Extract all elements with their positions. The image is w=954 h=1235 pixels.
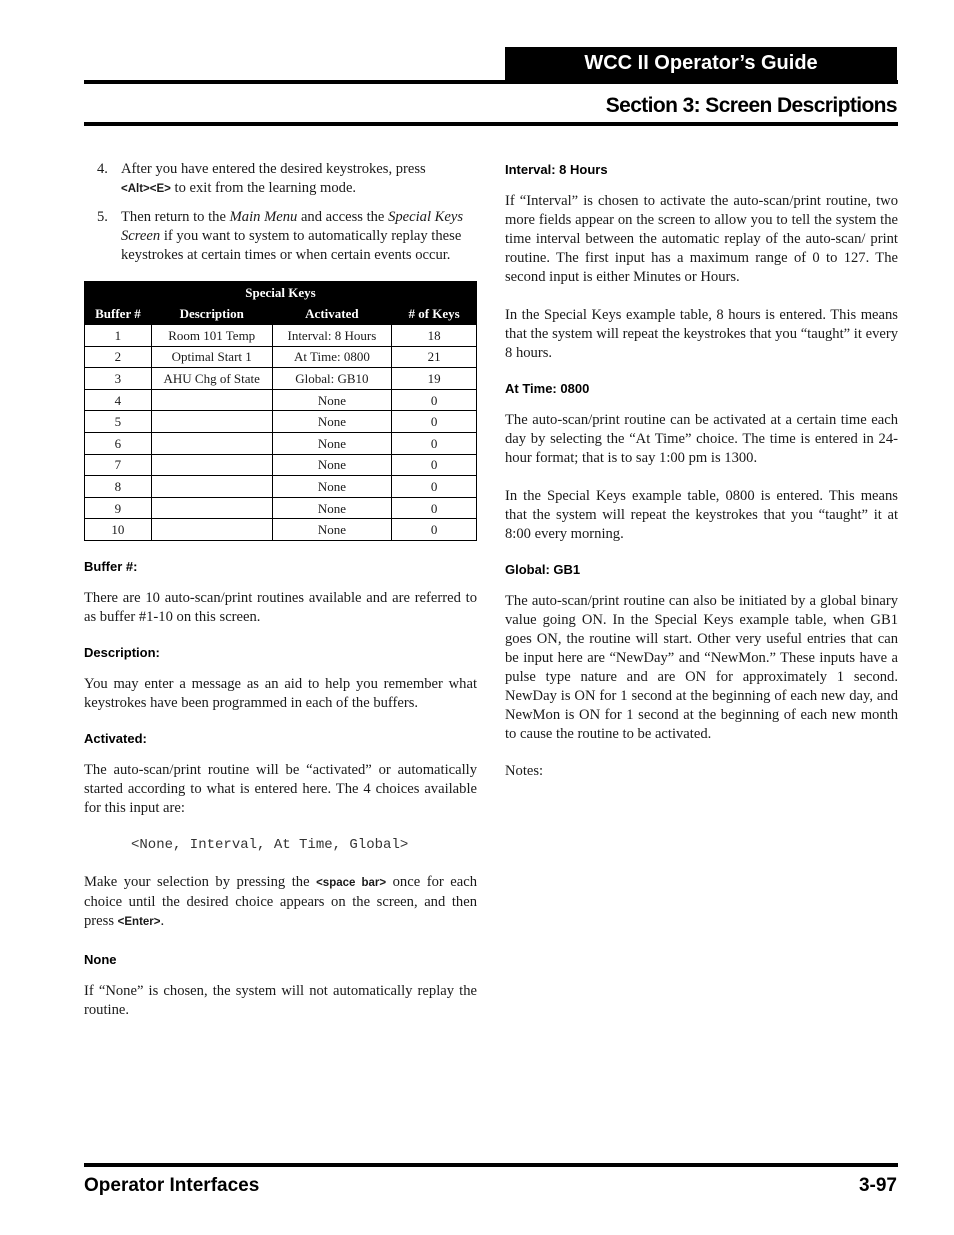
table-row bbox=[85, 519, 477, 541]
step-5 bbox=[84, 208, 477, 265]
step-text-part: and access the bbox=[297, 209, 389, 225]
choices-list: <None, Interval, At Time, Global> bbox=[131, 836, 409, 853]
interval-heading: Interval: 8 Hours bbox=[505, 162, 608, 177]
column-header-activated: Activated bbox=[272, 303, 392, 325]
attime-paragraph-2: In the Special Keys example table, 0800 is entered. This means that the system will repeat the keystrokes that you “taught” it at 8:00 every morning. bbox=[505, 488, 898, 542]
table-row bbox=[85, 454, 477, 476]
cell-activated: At Time: 0800 bbox=[272, 346, 392, 368]
table-body bbox=[85, 325, 477, 541]
header-rule-bottom bbox=[84, 122, 898, 126]
column-header-num-keys: # of Keys bbox=[392, 303, 477, 325]
cell-description bbox=[151, 476, 272, 498]
step-4 bbox=[84, 160, 477, 199]
selection-text: Make your selection by pressing the bbox=[84, 873, 317, 890]
cell-num-keys: 0 bbox=[392, 389, 477, 411]
cell-description: AHU Chg of State bbox=[151, 368, 272, 390]
special-keys-screen-ref: Special Keys Screen bbox=[121, 209, 464, 244]
selection-text: once for each choice until the desired choice appears on the screen, and then press bbox=[84, 873, 477, 929]
step-number: 5. bbox=[97, 209, 108, 225]
cell-num-keys: 0 bbox=[392, 476, 477, 498]
cell-buffer: 1 bbox=[85, 325, 152, 347]
none-heading: None bbox=[84, 951, 117, 967]
column-header-buffer: Buffer # bbox=[85, 303, 152, 325]
none-paragraph: If “None” is chosen, the system will not automatically replay the routine. bbox=[84, 982, 477, 1018]
table-row bbox=[85, 411, 477, 433]
selection-text: . bbox=[160, 912, 165, 929]
cell-buffer: 5 bbox=[85, 411, 152, 433]
cell-description bbox=[151, 519, 272, 541]
step-list bbox=[84, 160, 477, 265]
cell-buffer: 3 bbox=[85, 368, 152, 390]
cell-activated: None bbox=[272, 519, 392, 541]
description-paragraph: You may enter a message as an aid to help you remember what keystrokes have been programmed in each of the buffers. bbox=[84, 675, 477, 711]
cell-num-keys: 0 bbox=[392, 519, 477, 541]
cell-description bbox=[151, 497, 272, 519]
cell-buffer: 8 bbox=[85, 476, 152, 498]
cell-description bbox=[151, 432, 272, 454]
cell-buffer: 10 bbox=[85, 519, 152, 541]
key-space-bar: <space bar> bbox=[316, 876, 387, 889]
global-heading: Global: GB1 bbox=[505, 562, 581, 577]
step-number: 4. bbox=[97, 161, 108, 177]
attime-paragraph-1: The auto-scan/print routine can be activated at a certain time each day by selecting the “At Time” choice. The time is entered in 24-hour format; that is to say 1:00 pm is 1300. bbox=[505, 412, 898, 466]
cell-description: Room 101 Temp bbox=[151, 325, 272, 347]
key-alt-e: <Alt><E> bbox=[121, 183, 171, 195]
right-column bbox=[505, 160, 898, 781]
cell-description bbox=[151, 389, 272, 411]
interval-paragraph-1: If “Interval” is chosen to activate the auto-scan/print routine, two more fields appear on the screen to allow you to tell the system the time interval between the automatic replay of the auto-scan/ print routine. The first input has a maximum range of 0 to 127. The second input is either Minutes or Hours. bbox=[505, 193, 898, 285]
cell-num-keys: 0 bbox=[392, 454, 477, 476]
cell-buffer: 7 bbox=[85, 454, 152, 476]
cell-buffer: 9 bbox=[85, 497, 152, 519]
interval-paragraph-2: In the Special Keys example table, 8 hours is entered. This means that the system will repeat the keystrokes that you “taught” it every 8 hours. bbox=[505, 307, 898, 361]
table-row bbox=[85, 325, 477, 347]
footer-section-name: Operator Interfaces bbox=[84, 1175, 260, 1196]
activated-heading: Activated: bbox=[84, 730, 147, 746]
selection-paragraph bbox=[84, 873, 477, 932]
step-text-part: Then return to the bbox=[121, 209, 230, 225]
description-heading: Description: bbox=[84, 644, 160, 660]
step-text bbox=[121, 160, 477, 199]
step-text-part: if you want to system to automatically replay these keystrokes at certain times or when certain events occur. bbox=[121, 228, 462, 263]
cell-num-keys: 0 bbox=[392, 411, 477, 433]
cell-activated: None bbox=[272, 389, 392, 411]
table-row bbox=[85, 346, 477, 368]
main-menu-ref: Main Menu bbox=[229, 209, 298, 225]
section-title: Section 3: Screen Descriptions bbox=[605, 94, 897, 117]
buffer-heading: Buffer #: bbox=[84, 558, 138, 574]
cell-description bbox=[151, 454, 272, 476]
guide-title: WCC II Operator’s Guide bbox=[505, 47, 897, 82]
header-rule-top bbox=[84, 80, 898, 84]
cell-activated: None bbox=[272, 432, 392, 454]
cell-activated: None bbox=[272, 411, 392, 433]
table-caption: Special Keys bbox=[85, 282, 477, 304]
step-text-part: to exit from the learning mode. bbox=[170, 180, 357, 196]
buffer-paragraph: There are 10 auto-scan/print routines available and are referred to as buffer #1-10 on this screen. bbox=[84, 589, 477, 625]
cell-description: Optimal Start 1 bbox=[151, 346, 272, 368]
cell-buffer: 2 bbox=[85, 346, 152, 368]
table-row bbox=[85, 476, 477, 498]
cell-activated: None bbox=[272, 454, 392, 476]
table-row bbox=[85, 368, 477, 390]
page-number: 3-97 bbox=[858, 1175, 897, 1196]
table-row bbox=[85, 389, 477, 411]
cell-activated: Global: GB10 bbox=[272, 368, 392, 390]
activated-paragraph: The auto-scan/print routine will be “activated” or automatically started according to what is entered here. The 4 choices available for this input are: bbox=[84, 761, 477, 816]
step-text-part: After you have entered the desired keystrokes, press bbox=[121, 161, 426, 177]
cell-num-keys: 18 bbox=[392, 325, 477, 347]
global-paragraph: The auto-scan/print routine can also be initiated by a global binary value going ON. In the Special Keys example table, when GB1 goes ON, the routine will start. Other very useful entries that can be input here are “NewDay” and “NewMon.” These inputs have a pulse type nature and are ON for approximately 1 second. NewDay is ON for 1 second at the beginning of each new day, and NewMon is ON for 1 second at the beginning of each new month to cause the routine to be activated. bbox=[505, 593, 898, 742]
notes-label: Notes: bbox=[505, 763, 544, 779]
table-row bbox=[85, 432, 477, 454]
cell-activated: None bbox=[272, 497, 392, 519]
cell-buffer: 6 bbox=[85, 432, 152, 454]
cell-num-keys: 0 bbox=[392, 432, 477, 454]
key-enter: <Enter> bbox=[117, 915, 161, 928]
cell-description bbox=[151, 411, 272, 433]
cell-num-keys: 0 bbox=[392, 497, 477, 519]
special-keys-table bbox=[84, 281, 477, 541]
cell-activated: Interval: 8 Hours bbox=[272, 325, 392, 347]
cell-buffer: 4 bbox=[85, 389, 152, 411]
footer-rule bbox=[84, 1163, 898, 1167]
cell-activated: None bbox=[272, 476, 392, 498]
column-header-description: Description bbox=[151, 303, 272, 325]
left-column bbox=[84, 160, 477, 1020]
cell-num-keys: 19 bbox=[392, 368, 477, 390]
step-text bbox=[121, 208, 477, 265]
table-row bbox=[85, 497, 477, 519]
cell-num-keys: 21 bbox=[392, 346, 477, 368]
attime-heading: At Time: 0800 bbox=[505, 381, 590, 396]
